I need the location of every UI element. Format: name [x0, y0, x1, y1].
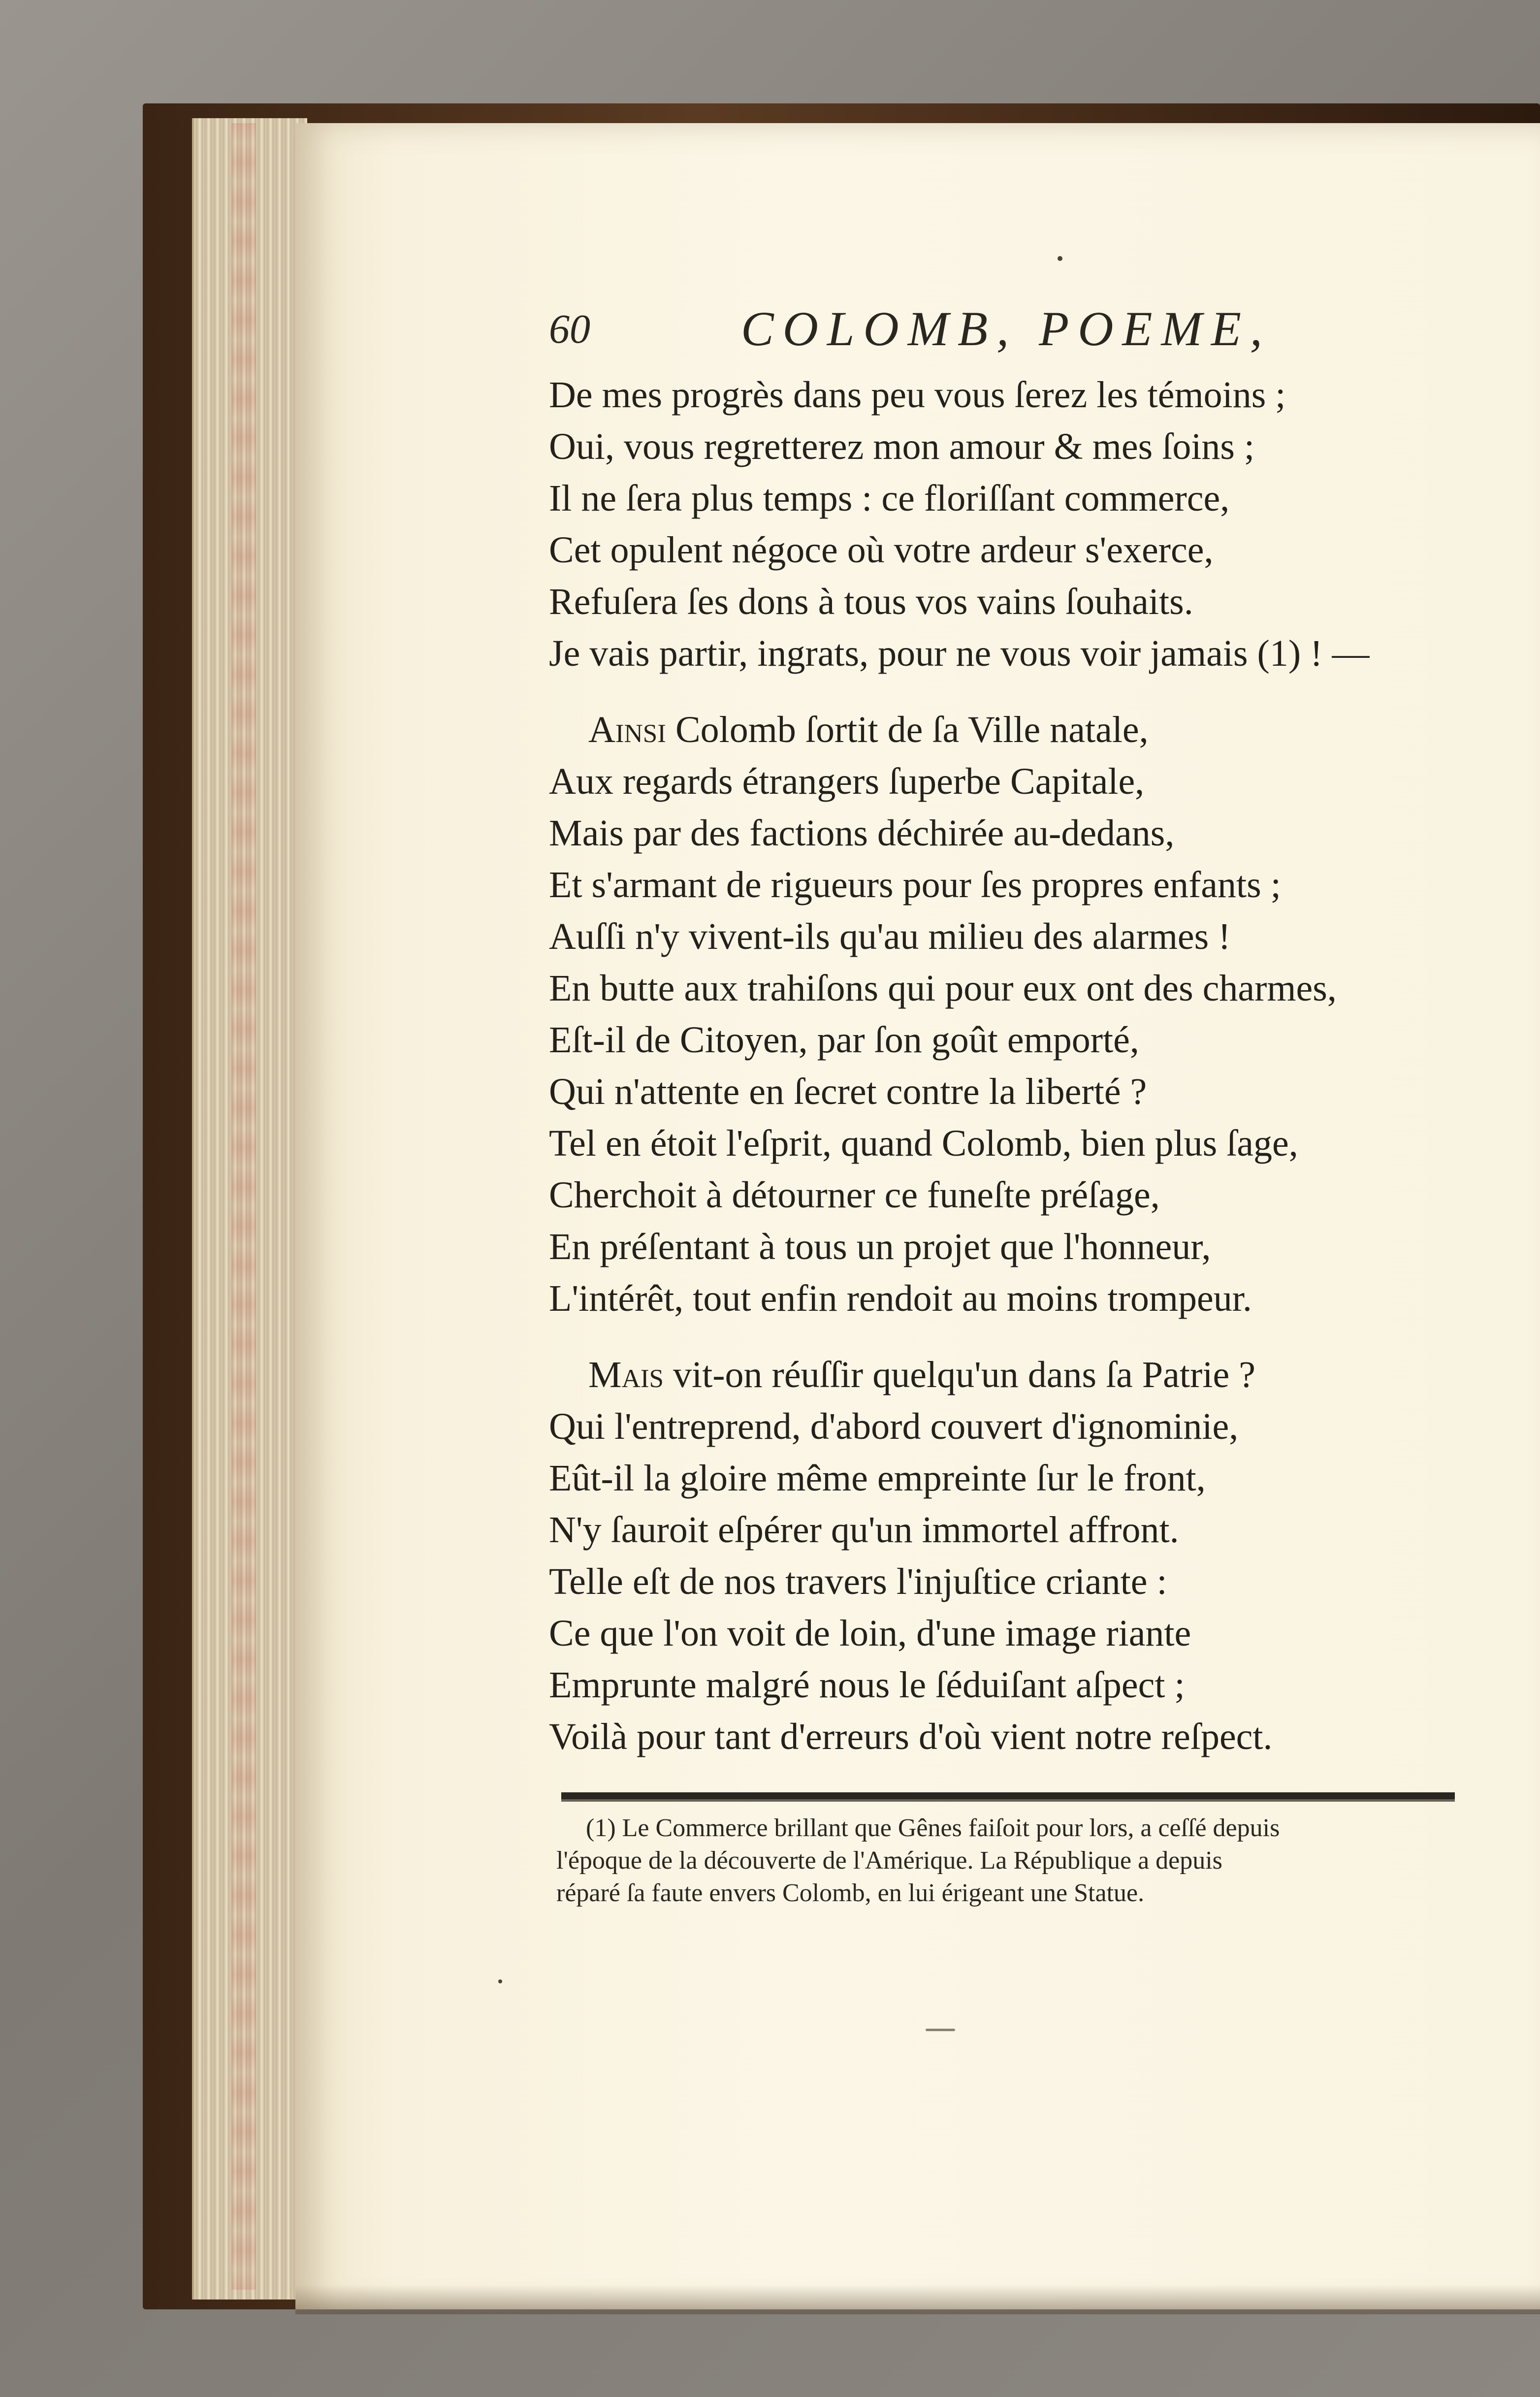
verse-line: Qui n'attente en ſecret contre la liberté ? — [549, 1071, 1147, 1112]
verse-line: En préſentant à tous un projet que l'honneur, — [549, 1226, 1211, 1267]
verse-line: Il ne ſera plus temps : ce floriſſant commerce, — [549, 478, 1230, 519]
footnote-line: réparé ſa faute envers Colomb, en lui érigeant une Statue. — [556, 1879, 1145, 1907]
verse-line: De mes progrès dans peu vous ſerez les témoins ; — [549, 374, 1286, 416]
verse-line: Refuſera ſes dons à tous vos vains ſouhaits. — [549, 581, 1193, 622]
verse-line-opening — [549, 704, 1475, 756]
verse-line: Eſt-il de Citoyen, par ſon goût emporté, — [549, 1019, 1139, 1061]
verse-line: Qui l'entreprend, d'abord couvert d'ignominie, — [549, 1406, 1239, 1447]
paper-mark — [926, 2029, 955, 2031]
stanza-lead-word: Ainsi — [588, 709, 666, 750]
verse-line: Aux regards étrangers ſuperbe Capitale, — [549, 761, 1145, 802]
footnote-line: l'époque de la découverte de l'Amérique. La République a depuis — [556, 1846, 1222, 1875]
verse-line: L'intérêt, tout enfin rendoit au moins trompeur. — [549, 1278, 1252, 1319]
page-edge-stain — [231, 123, 256, 2290]
verse-line: En butte aux trahiſons qui pour eux ont des charmes, — [549, 968, 1337, 1009]
page-number: 60 — [549, 306, 590, 352]
verse-line: Et s'armant de rigueurs pour ſes propres enfants ; — [549, 864, 1281, 906]
stanza-2 — [549, 704, 1475, 1325]
verse-line: Eût-il la gloire même empreinte ſur le front, — [549, 1458, 1206, 1499]
verse-line: Cherchoit à détourner ce funeſte préſage, — [549, 1174, 1160, 1216]
verse-line: N'y ſauroit eſpérer qu'un immortel affront. — [549, 1509, 1179, 1551]
page-shadow — [295, 2285, 1540, 2314]
footnote-line: (1) Le Commerce brillant que Gênes faiſoit pour lors, a ceſſé depuis — [586, 1814, 1280, 1842]
verse-line-rest: vit-on réuſſir quelqu'un dans ſa Patrie ? — [663, 1354, 1255, 1395]
stanza-lead-word: Mais — [588, 1354, 664, 1395]
running-title: COLOMB, POEME, — [741, 301, 1271, 356]
paper-speck — [1058, 256, 1062, 261]
verse-line: Auſſi n'y vivent-ils qu'au milieu des alarmes ! — [549, 916, 1231, 957]
verse-line: Je vais partir, ingrats, pour ne vous voir jamais (1) ! — — [549, 633, 1370, 674]
verse-line: Ce que l'on voit de loin, d'une image riante — [549, 1613, 1191, 1654]
verse-line: Mais par des factions déchirée au-dedans, — [549, 812, 1175, 854]
verse-line: Voilà pour tant d'erreurs d'où vient notre reſpect. — [549, 1716, 1273, 1757]
verse-line: Tel en étoit l'eſprit, quand Colomb, bien plus ſage, — [549, 1123, 1298, 1164]
verse-line-rest: Colomb ſortit de ſa Ville natale, — [666, 709, 1149, 750]
verse-line: Cet opulent négoce où votre ardeur s'exerce, — [549, 529, 1214, 571]
stanza-1 — [549, 369, 1475, 680]
paper-speck — [498, 1979, 502, 1983]
verse-line: Oui, vous regretterez mon amour & mes ſoins ; — [549, 426, 1255, 467]
page-header — [549, 300, 1484, 364]
verse-line: Telle eſt de nos travers l'injuſtice criante : — [549, 1561, 1167, 1602]
verse-line: Emprunte malgré nous le ſéduiſant aſpect ; — [549, 1664, 1185, 1706]
footnote-rule — [561, 1792, 1455, 1802]
footnote — [556, 1812, 1462, 1910]
verse-line-opening — [549, 1349, 1475, 1401]
stanza-3 — [549, 1349, 1475, 1763]
